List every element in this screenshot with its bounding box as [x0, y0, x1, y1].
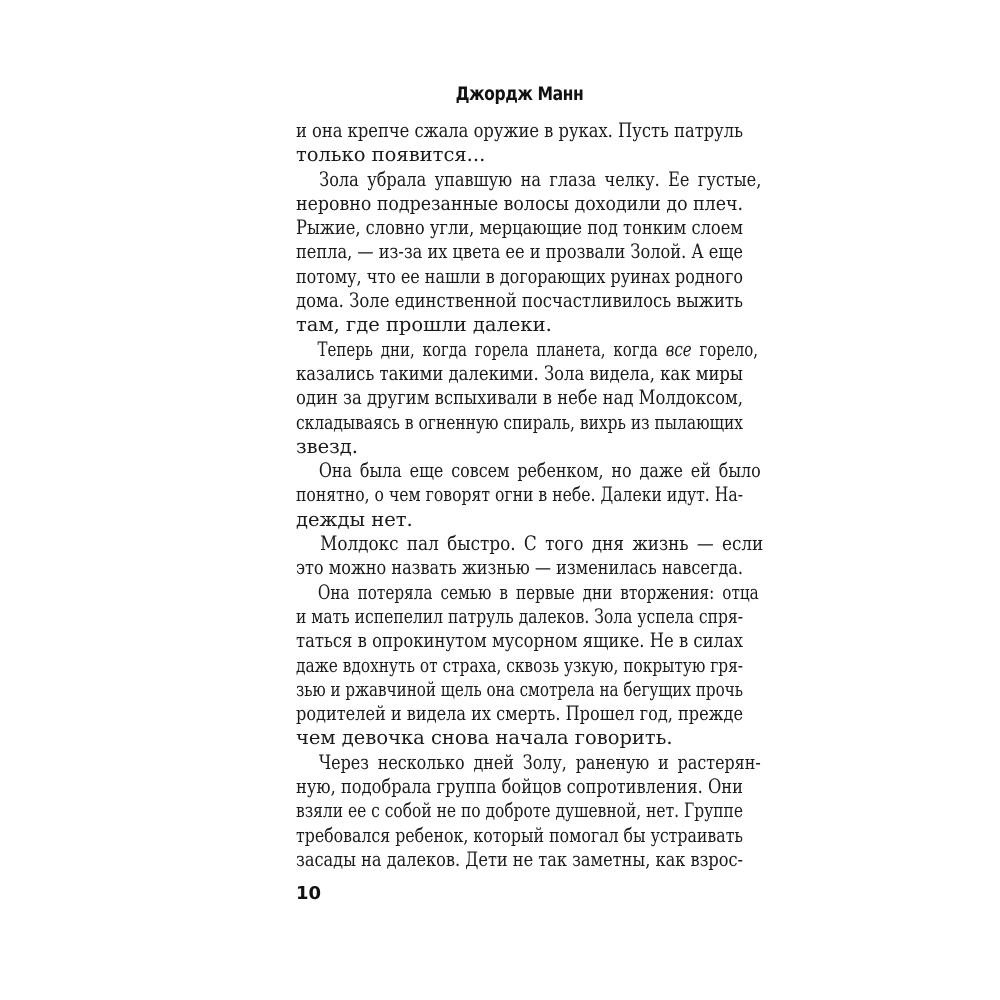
text-line: и она крепче сжала оружие в руках. Пусть патруль [296, 119, 743, 142]
text-segment: Теперь дни, когда горела планета, когда [317, 337, 666, 361]
text-line: Рыжие, словно угли, мерцающие под тонким слоем [296, 216, 743, 240]
text-line: дома. Золе единственной посчастливилось выжить [296, 289, 743, 313]
text-line: пепла, — из-за их цвета ее и прозвали Золой. А еще [296, 240, 743, 264]
page-number: 10 [296, 883, 322, 904]
text-line: Молдокс пал быстро. С того дня жизнь — если [320, 532, 764, 556]
text-line: взяли ее с собой не по доброте душевной, нет. Группе [296, 799, 743, 823]
text-line: там, где прошли далеки. [296, 313, 552, 337]
body-text [296, 119, 764, 872]
text-line: Она была еще совсем ребенком, но даже ей было [318, 459, 761, 483]
text-line: только появится... [296, 143, 486, 167]
text-line: Через несколько дней Золу, раненую и растерян- [318, 750, 761, 774]
text-line: зью и ржавчиной щель она смотрела на бегущих прочь [296, 677, 743, 701]
text-segment: горело, [691, 337, 759, 361]
text-line: родителей и видела их смерть. Прошел год, прежде [296, 702, 743, 726]
text-line: неровно подрезанные волосы доходили до плеч. [296, 191, 743, 215]
text-line: казались такими далекими. Зола видела, как миры [296, 361, 743, 385]
text-line: даже вдохнуть от страха, сквозь узкую, покрытую гря- [296, 653, 743, 677]
text-line: дежды нет. [296, 507, 413, 531]
text-line: это можно назвать жизнью — изменилась навсегда. [296, 556, 743, 580]
text-line: звезд. [296, 434, 358, 458]
text-line: требовался ребенок, который помогал бы устраивать [296, 823, 743, 847]
text-line: ную, подобрала группа бойцов сопротивления. Они [296, 775, 743, 799]
text-line: складываясь в огненную спираль, вихрь из пылающих [296, 410, 743, 434]
text-line: таться в опрокинутом мусорном ящике. Не в силах [296, 629, 743, 653]
text-line: засады на далеков. Дети не так заметны, как взрос- [296, 847, 743, 871]
text-line: Зола убрала упавшую на глаза челку. Ее густые, [319, 167, 762, 191]
text-line: Она потеряла семью в первые дни вторжения: отца [317, 580, 759, 604]
text-line: понятно, о чем говорят огни в небе. Далеки идут. На- [296, 483, 743, 507]
text-line: потому, что ее нашли в догорающих руинах родного [296, 264, 743, 288]
running-head-author: Джордж Манн [455, 83, 584, 105]
text-line [296, 338, 758, 362]
text-line: и мать испепелил патруль далеков. Зола успела спря- [296, 604, 743, 628]
text-line: чем девочка снова начала говорить. [296, 726, 673, 750]
emphasis-text: все [665, 337, 692, 361]
text-line: один за другим вспыхивали в небе над Молдоксом, [296, 386, 743, 410]
